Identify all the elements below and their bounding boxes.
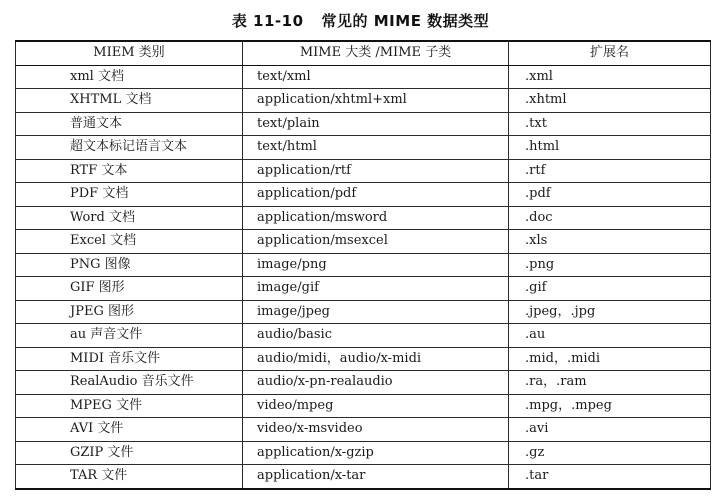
extension-cell: .pdf [509,183,711,207]
mime-cell: video/mpeg [243,394,509,418]
extension-cell: .au [509,324,711,348]
extension-cell: .txt [509,112,711,136]
table-row [16,394,711,418]
table-row [16,253,711,277]
caption-number: 表 11-10 [231,12,304,30]
mime-cell: application/msword [243,206,509,230]
type-cell: JPEG 图形 [16,300,243,324]
mime-cell: text/html [243,136,509,160]
table-body [16,65,711,489]
extension-cell: .xml [509,65,711,89]
type-cell: xml 文档 [16,65,243,89]
extension-cell: .xls [509,230,711,254]
table-row [16,159,711,183]
extension-cell: .jpeg，.jpg [509,300,711,324]
mime-cell: text/xml [243,65,509,89]
table-row [16,183,711,207]
extension-cell: .tar [509,465,711,489]
type-cell: 超文本标记语言文本 [16,136,243,160]
type-cell: Word 文档 [16,206,243,230]
header-extension: 扩展名 [509,41,711,65]
extension-cell: .html [509,136,711,160]
type-cell: Excel 文档 [16,230,243,254]
mime-cell: application/msexcel [243,230,509,254]
table-row [16,347,711,371]
mime-cell: application/xhtml+xml [243,89,509,113]
extension-cell: .xhtml [509,89,711,113]
type-cell: TAR 文件 [16,465,243,489]
type-cell: au 声音文件 [16,324,243,348]
mime-cell: image/png [243,253,509,277]
type-cell: AVI 文件 [16,418,243,442]
type-cell: GZIP 文件 [16,441,243,465]
table-row [16,371,711,395]
type-cell: XHTML 文档 [16,89,243,113]
type-cell: RealAudio 音乐文件 [16,371,243,395]
mime-cell: audio/x-pn-realaudio [243,371,509,395]
extension-cell: .avi [509,418,711,442]
header-row [16,41,711,65]
mime-types-table [15,40,711,490]
type-cell: RTF 文本 [16,159,243,183]
header-mime: MIME 大类 /MIME 子类 [243,41,509,65]
mime-cell: text/plain [243,112,509,136]
table-row [16,441,711,465]
table-row [16,230,711,254]
table-row [16,89,711,113]
table-row [16,136,711,160]
mime-cell: audio/basic [243,324,509,348]
table-row [16,324,711,348]
extension-cell: .doc [509,206,711,230]
extension-cell: .png [509,253,711,277]
mime-cell: image/gif [243,277,509,301]
table-row [16,465,711,489]
extension-cell: .mpg，.mpeg [509,394,711,418]
extension-cell: .gz [509,441,711,465]
type-cell: MIDI 音乐文件 [16,347,243,371]
type-cell: PNG 图像 [16,253,243,277]
header-type: MIEM 类别 [16,41,243,65]
table-row [16,206,711,230]
table-row [16,300,711,324]
extension-cell: .ra，.ram [509,371,711,395]
table-row [16,418,711,442]
mime-cell: application/rtf [243,159,509,183]
mime-cell: application/x-gzip [243,441,509,465]
table-caption [0,10,721,31]
mime-cell: image/jpeg [243,300,509,324]
type-cell: 普通文本 [16,112,243,136]
table-row [16,112,711,136]
caption-title: 常见的 MIME 数据类型 [321,12,490,30]
extension-cell: .gif [509,277,711,301]
table-row [16,277,711,301]
type-cell: GIF 图形 [16,277,243,301]
mime-cell: audio/midi，audio/x-midi [243,347,509,371]
mime-cell: application/x-tar [243,465,509,489]
type-cell: PDF 文档 [16,183,243,207]
extension-cell: .mid，.midi [509,347,711,371]
table-row [16,65,711,89]
type-cell: MPEG 文件 [16,394,243,418]
mime-cell: video/x-msvideo [243,418,509,442]
extension-cell: .rtf [509,159,711,183]
mime-cell: application/pdf [243,183,509,207]
